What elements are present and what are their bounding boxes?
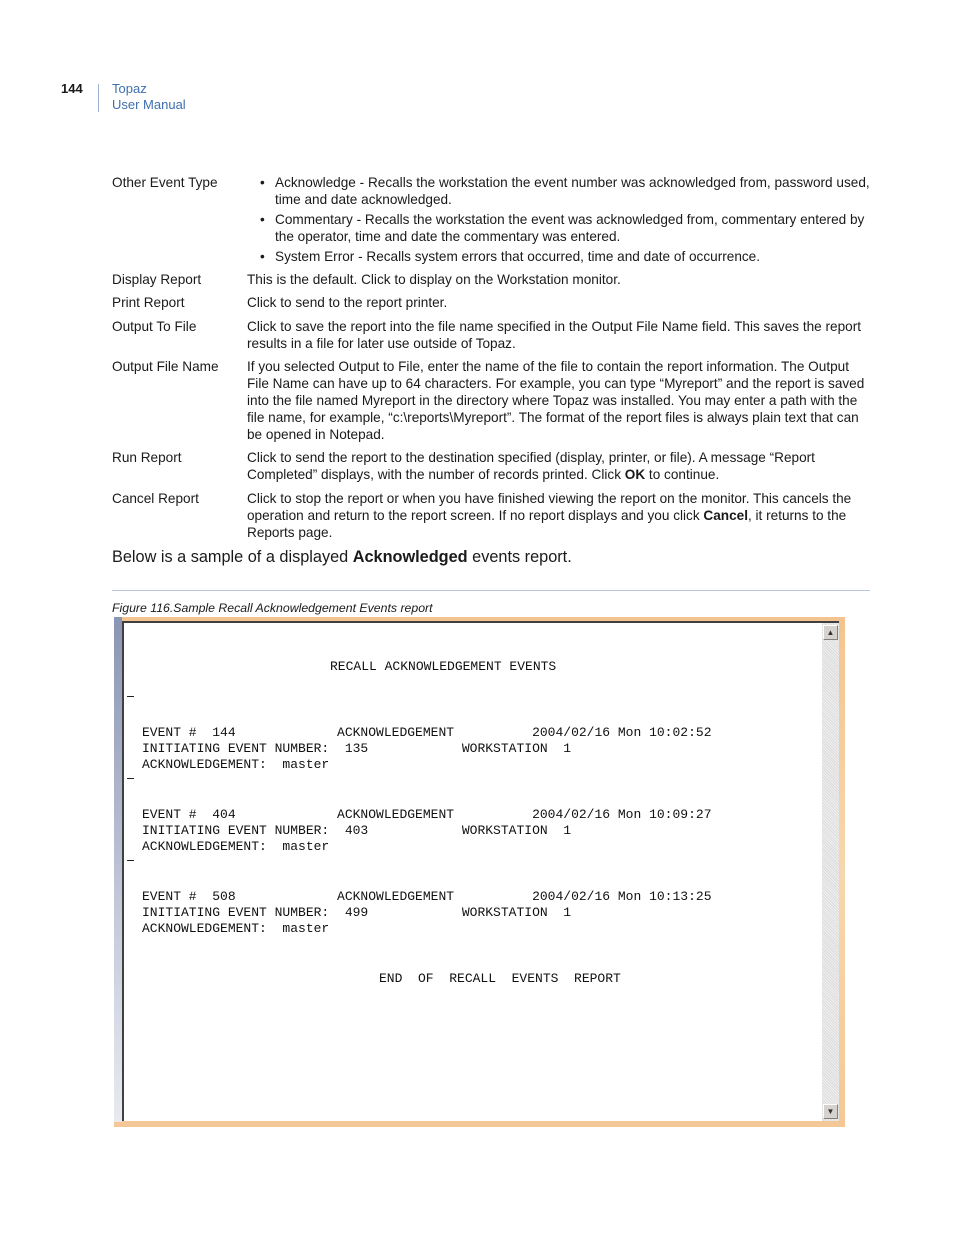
report-init-line: INITIATING EVENT NUMBER: 403 WORKSTATION 1 xyxy=(142,823,572,838)
def-desc: Click to send to the report printer. xyxy=(247,295,448,310)
scroll-down-icon[interactable]: ▼ xyxy=(823,1104,838,1119)
def-cancel-report xyxy=(112,490,874,541)
separator-dash xyxy=(127,696,134,697)
def-desc: This is the default. Click to display on the Workstation monitor. xyxy=(247,272,621,287)
def-term: Display Report xyxy=(112,272,202,287)
report-footer: END OF RECALL EVENTS REPORT xyxy=(379,971,621,986)
intro-text: Below is a sample of a displayed xyxy=(112,548,353,566)
page-number: 144 xyxy=(61,81,83,96)
header-manual: User Manual xyxy=(112,97,186,112)
desc-text: , it returns to the Reports page. xyxy=(247,508,847,540)
def-term: Print Report xyxy=(112,295,185,310)
ok-label: OK xyxy=(624,467,646,482)
def-desc: If you selected Output to File, enter the name of the file to contain the report information. The Output File Name can have up to 64 characters. For example, you can type “Myreport” and the report is saved into the file named Myreport in the directory where Topaz was installed. You may enter a path with the file name, for example, “c:\reports\Myreport”. The format of the report files is always plain text that can be opened in Notepad. xyxy=(247,359,865,442)
def-term: Run Report xyxy=(112,450,182,465)
report-screenshot xyxy=(114,617,845,1127)
bullet-item: • System Error - Recalls system errors that occurred, time and date of occurrence. xyxy=(247,248,874,265)
vertical-scrollbar[interactable] xyxy=(822,623,839,1121)
report-ack-line: ACKNOWLEDGEMENT: master xyxy=(142,757,330,772)
def-other-event-type xyxy=(112,174,874,268)
running-header xyxy=(112,81,186,113)
report-event-line: EVENT # 508 ACKNOWLEDGEMENT 2004/02/16 Mon 10:13:25 xyxy=(142,889,712,904)
report-event-line: EVENT # 144 ACKNOWLEDGEMENT 2004/02/16 Mon 10:02:52 xyxy=(142,725,712,740)
desc-text: to continue. xyxy=(645,467,720,482)
def-desc xyxy=(247,490,874,541)
header-product: Topaz xyxy=(112,81,147,96)
separator-dash xyxy=(127,778,134,779)
intro-bold: Acknowledged xyxy=(352,548,468,566)
desc-text: Click to send the report to the destination specified (display, printer, or file). A message “Report Completed” displays, with the number of records printed. Click xyxy=(247,450,815,482)
desc-text: Click to stop the report or when you have finished viewing the report on the monitor. This cancels the operation and return to the report screen. If no report displays and you click xyxy=(247,491,852,523)
def-run-report xyxy=(112,449,874,483)
figure-divider xyxy=(112,590,870,591)
report-ack-line: ACKNOWLEDGEMENT: master xyxy=(142,921,330,936)
def-term: Other Event Type xyxy=(112,175,218,190)
def-output-to-file xyxy=(112,318,874,352)
report-event-line: EVENT # 404 ACKNOWLEDGEMENT 2004/02/16 Mon 10:09:27 xyxy=(142,807,712,822)
report-text xyxy=(124,623,822,1121)
def-desc xyxy=(247,449,874,483)
def-term: Cancel Report xyxy=(112,491,199,506)
figure-caption: Figure 116.Sample Recall Acknowledgement Events report xyxy=(112,601,433,615)
report-viewer xyxy=(122,621,839,1121)
report-title: RECALL ACKNOWLEDGEMENT EVENTS xyxy=(330,659,557,674)
report-ack-line: ACKNOWLEDGEMENT: master xyxy=(142,839,330,854)
cancel-label: Cancel xyxy=(703,508,748,523)
def-desc: Click to save the report into the file name specified in the Output File Name field. This saves the report results in a file for later use outside of Topaz. xyxy=(247,319,862,351)
window-edge xyxy=(114,617,122,1122)
separator-dash xyxy=(127,860,134,861)
def-print-report xyxy=(112,294,874,311)
def-term: Output File Name xyxy=(112,359,219,374)
intro-text: events report. xyxy=(467,548,572,566)
scroll-up-icon[interactable]: ▲ xyxy=(823,625,838,640)
def-display-report xyxy=(112,271,874,288)
definition-list xyxy=(112,174,874,541)
def-output-file-name xyxy=(112,358,874,443)
def-desc xyxy=(247,174,874,268)
bullet-list xyxy=(247,174,874,265)
def-term: Output To File xyxy=(112,319,197,334)
report-init-line: INITIATING EVENT NUMBER: 499 WORKSTATION 1 xyxy=(142,905,572,920)
bullet-item: • Acknowledge - Recalls the workstation the event number was acknowledged from, password used, time and date acknowledged. xyxy=(247,174,874,208)
report-init-line: INITIATING EVENT NUMBER: 135 WORKSTATION 1 xyxy=(142,741,572,756)
header-divider xyxy=(98,84,99,112)
bullet-item: • Commentary - Recalls the workstation the event was acknowledged from, commentary entered by the operator, time and date the commentary was entered. xyxy=(247,211,874,245)
intro-sentence xyxy=(112,548,572,567)
